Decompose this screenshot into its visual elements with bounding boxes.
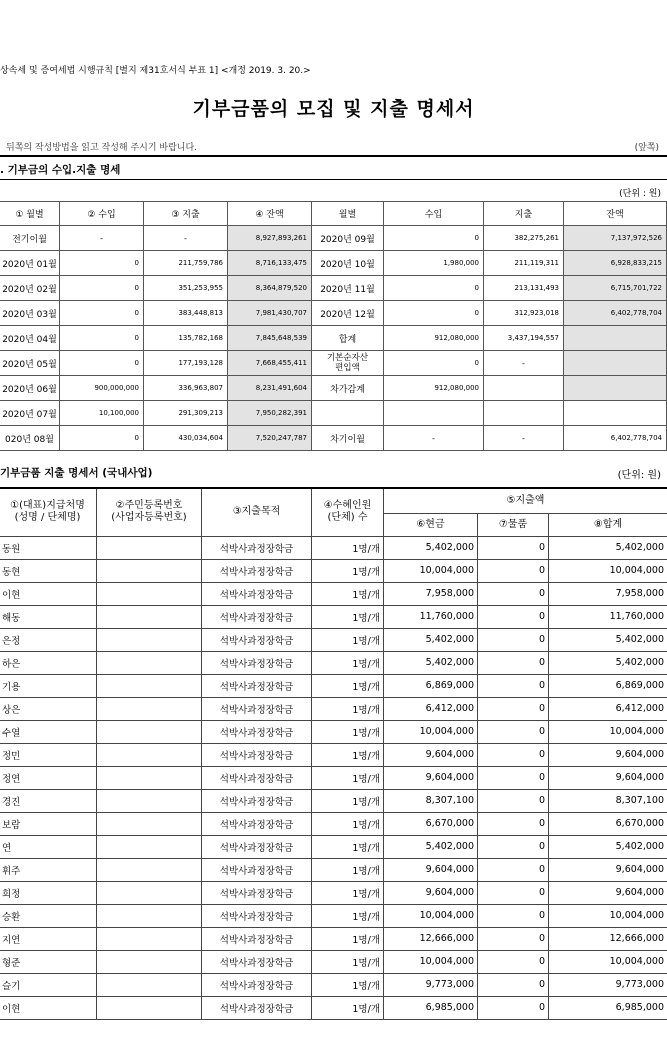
cash-cell: 11,760,000 (384, 605, 478, 628)
recipient-cell: 기용 (0, 674, 97, 697)
col-header: ④ 잔액 (228, 202, 312, 226)
reg-no-cell (97, 950, 202, 973)
purpose-cell: 석박사과정장학금 (202, 904, 312, 927)
expense-cell (484, 401, 564, 426)
divider (0, 179, 667, 180)
recipient-cell: 보람 (0, 812, 97, 835)
recipient-cell: 경진 (0, 789, 97, 812)
reg-no-cell (97, 743, 202, 766)
income-cell: - (384, 426, 484, 451)
month-cell: 2020년 12월 (312, 301, 384, 326)
month-cell: 합계 (312, 326, 384, 351)
expense-cell: - (144, 226, 228, 251)
purpose-cell: 석박사과정장학금 (202, 720, 312, 743)
expense-cell: 351,253,955 (144, 276, 228, 301)
reg-no-cell (97, 996, 202, 1019)
purpose-cell: 석박사과정장학금 (202, 559, 312, 582)
expense-cell: - (484, 426, 564, 451)
col-header-total: ⑧합계 (549, 513, 667, 536)
col-header: ② 수입 (60, 202, 144, 226)
purpose-cell: 석박사과정장학금 (202, 927, 312, 950)
table-row (0, 351, 667, 376)
beneficiary-count-cell: 1명/개 (312, 996, 384, 1019)
section2-unit: (단위: 원) (617, 470, 661, 481)
section1-unit: (단위 : 원) (619, 189, 661, 199)
income-cell: 0 (60, 251, 144, 276)
goods-cell: 0 (478, 950, 549, 973)
month-cell: 2020년 02월 (0, 276, 60, 301)
month-cell: 2020년 06월 (0, 376, 60, 401)
cash-cell: 7,958,000 (384, 582, 478, 605)
table-row (0, 927, 667, 950)
recipient-cell: 지연 (0, 927, 97, 950)
expense-cell: 430,034,604 (144, 426, 228, 451)
balance-cell (564, 401, 667, 426)
month-cell: 전기이월 (0, 226, 60, 251)
reg-no-cell (97, 812, 202, 835)
recipient-cell: 정민 (0, 743, 97, 766)
divider (0, 155, 667, 157)
expense-cell: 211,759,786 (144, 251, 228, 276)
recipient-cell: 동원 (0, 536, 97, 559)
total-cell: 9,604,000 (549, 881, 667, 904)
total-cell: 11,760,000 (549, 605, 667, 628)
balance-cell: 7,668,455,411 (228, 351, 312, 376)
total-cell: 10,004,000 (549, 559, 667, 582)
balance-cell: 7,137,972,526 (564, 226, 667, 251)
month-cell: 2020년 01월 (0, 251, 60, 276)
beneficiary-count-cell: 1명/개 (312, 559, 384, 582)
cash-cell: 12,666,000 (384, 927, 478, 950)
recipient-cell: 해동 (0, 605, 97, 628)
income-cell: 0 (60, 301, 144, 326)
reg-no-cell (97, 973, 202, 996)
recipient-cell: 상은 (0, 697, 97, 720)
cash-cell: 8,307,100 (384, 789, 478, 812)
beneficiary-count-cell: 1명/개 (312, 651, 384, 674)
recipient-cell: 이현 (0, 996, 97, 1019)
income-cell: 0 (384, 351, 484, 376)
income-cell: 0 (384, 226, 484, 251)
goods-cell: 0 (478, 720, 549, 743)
goods-cell: 0 (478, 881, 549, 904)
table-row (0, 605, 667, 628)
beneficiary-count-cell: 1명/개 (312, 835, 384, 858)
income-cell: 0 (384, 276, 484, 301)
table-row (0, 559, 667, 582)
goods-cell: 0 (478, 812, 549, 835)
page-side-label: (앞쪽) (634, 143, 659, 153)
income-cell (384, 401, 484, 426)
total-cell: 5,402,000 (549, 628, 667, 651)
month-cell: 2020년 05월 (0, 351, 60, 376)
recipient-cell: 수열 (0, 720, 97, 743)
table-row (0, 326, 667, 351)
reg-no-cell (97, 858, 202, 881)
table-row (0, 881, 667, 904)
balance-cell: 6,715,701,722 (564, 276, 667, 301)
goods-cell: 0 (478, 789, 549, 812)
goods-cell: 0 (478, 628, 549, 651)
beneficiary-count-cell: 1명/개 (312, 812, 384, 835)
goods-cell: 0 (478, 835, 549, 858)
cash-cell: 10,004,000 (384, 720, 478, 743)
goods-cell: 0 (478, 743, 549, 766)
beneficiary-count-cell: 1명/개 (312, 674, 384, 697)
reg-no-cell (97, 789, 202, 812)
purpose-cell: 석박사과정장학금 (202, 605, 312, 628)
cash-cell: 9,604,000 (384, 858, 478, 881)
balance-cell: 6,928,833,215 (564, 251, 667, 276)
purpose-cell: 석박사과정장학금 (202, 628, 312, 651)
col-header-reg-no: ②주민등록번호 (사업자등록번호) (97, 488, 202, 536)
expense-cell: - (484, 351, 564, 376)
month-cell: 2020년 09월 (312, 226, 384, 251)
recipient-cell: 형준 (0, 950, 97, 973)
goods-cell: 0 (478, 674, 549, 697)
goods-cell: 0 (478, 697, 549, 720)
goods-cell: 0 (478, 582, 549, 605)
recipient-cell: 이현 (0, 582, 97, 605)
income-cell: 0 (60, 426, 144, 451)
month-cell: 020년 08월 (0, 426, 60, 451)
beneficiary-count-cell: 1명/개 (312, 605, 384, 628)
cash-cell: 5,402,000 (384, 628, 478, 651)
cash-cell: 9,604,000 (384, 766, 478, 789)
goods-cell: 0 (478, 858, 549, 881)
reg-no-cell (97, 881, 202, 904)
reg-no-cell (97, 697, 202, 720)
reg-no-cell (97, 927, 202, 950)
month-cell: 기본순자산 편입액 (312, 351, 384, 376)
beneficiary-count-cell: 1명/개 (312, 881, 384, 904)
recipient-cell: 승환 (0, 904, 97, 927)
purpose-cell: 석박사과정장학금 (202, 651, 312, 674)
section1-title: . 기부금의 수입.지출 명세 (0, 164, 121, 176)
instruction-note: 뒤쪽의 작성방법을 읽고 작성해 주시기 바랍니다. (6, 143, 198, 153)
purpose-cell: 석박사과정장학금 (202, 766, 312, 789)
total-cell: 6,985,000 (549, 996, 667, 1019)
balance-cell: 8,927,893,261 (228, 226, 312, 251)
col-header: ① 월별 (0, 202, 60, 226)
income-cell: - (60, 226, 144, 251)
recipient-cell: 휘주 (0, 858, 97, 881)
col-header-cash: ⑥현금 (384, 513, 478, 536)
total-cell: 12,666,000 (549, 927, 667, 950)
beneficiary-count-cell: 1명/개 (312, 582, 384, 605)
income-cell: 912,080,000 (384, 376, 484, 401)
total-cell: 10,004,000 (549, 904, 667, 927)
beneficiary-count-cell: 1명/개 (312, 973, 384, 996)
goods-cell: 0 (478, 927, 549, 950)
month-cell: 2020년 07월 (0, 401, 60, 426)
table-row (0, 251, 667, 276)
month-cell: 2020년 04월 (0, 326, 60, 351)
beneficiary-count-cell: 1명/개 (312, 720, 384, 743)
reg-no-cell (97, 904, 202, 927)
income-cell: 912,080,000 (384, 326, 484, 351)
table-row (0, 651, 667, 674)
total-cell: 9,604,000 (549, 858, 667, 881)
cash-cell: 10,004,000 (384, 950, 478, 973)
total-cell: 5,402,000 (549, 536, 667, 559)
goods-cell: 0 (478, 651, 549, 674)
month-cell (312, 401, 384, 426)
col-header-amount: ⑤지출액 (384, 488, 667, 513)
cash-cell: 6,985,000 (384, 996, 478, 1019)
col-header: 수입 (384, 202, 484, 226)
cash-cell: 6,670,000 (384, 812, 478, 835)
balance-cell: 8,716,133,475 (228, 251, 312, 276)
reg-no-cell (97, 628, 202, 651)
expense-cell: 382,275,261 (484, 226, 564, 251)
total-cell: 8,307,100 (549, 789, 667, 812)
expense-cell: 312,923,018 (484, 301, 564, 326)
col-header-purpose: ③지출목적 (202, 488, 312, 536)
income-cell: 900,000,000 (60, 376, 144, 401)
cash-cell: 5,402,000 (384, 651, 478, 674)
total-cell: 9,604,000 (549, 766, 667, 789)
income-cell: 1,980,000 (384, 251, 484, 276)
purpose-cell: 석박사과정장학금 (202, 858, 312, 881)
balance-cell (564, 351, 667, 376)
reg-no-cell (97, 766, 202, 789)
recipient-cell: 하은 (0, 651, 97, 674)
balance-cell: 7,845,648,539 (228, 326, 312, 351)
purpose-cell: 석박사과정장학금 (202, 950, 312, 973)
balance-cell (564, 326, 667, 351)
reg-no-cell (97, 651, 202, 674)
reg-no-cell (97, 835, 202, 858)
purpose-cell: 석박사과정장학금 (202, 835, 312, 858)
expense-cell: 213,131,493 (484, 276, 564, 301)
beneficiary-count-cell: 1명/개 (312, 766, 384, 789)
month-cell: 2020년 11월 (312, 276, 384, 301)
beneficiary-count-cell: 1명/개 (312, 904, 384, 927)
recipient-cell: 슬기 (0, 973, 97, 996)
col-header-recipient: ①(대표)지급처명 (성명 / 단체명) (0, 488, 97, 536)
table-row (0, 226, 667, 251)
beneficiary-count-cell: 1명/개 (312, 858, 384, 881)
table-row (0, 743, 667, 766)
beneficiary-count-cell: 1명/개 (312, 536, 384, 559)
total-cell: 10,004,000 (549, 720, 667, 743)
recipient-cell: 동현 (0, 559, 97, 582)
purpose-cell: 석박사과정장학금 (202, 536, 312, 559)
income-cell: 10,100,000 (60, 401, 144, 426)
table-row (0, 789, 667, 812)
reg-no-cell (97, 674, 202, 697)
purpose-cell: 석박사과정장학금 (202, 743, 312, 766)
cash-cell: 6,869,000 (384, 674, 478, 697)
recipient-cell: 희정 (0, 881, 97, 904)
table-row (0, 996, 667, 1019)
goods-cell: 0 (478, 766, 549, 789)
balance-cell: 7,950,282,391 (228, 401, 312, 426)
cash-cell: 9,773,000 (384, 973, 478, 996)
beneficiary-count-cell: 1명/개 (312, 927, 384, 950)
reg-no-cell (97, 536, 202, 559)
page-title: 기부금품의 모집 및 지출 명세서 (192, 98, 475, 120)
purpose-cell: 석박사과정장학금 (202, 996, 312, 1019)
reg-no-cell (97, 582, 202, 605)
table-row (0, 401, 667, 426)
col-header: 잔액 (564, 202, 667, 226)
balance-cell: 8,364,879,520 (228, 276, 312, 301)
total-cell: 7,958,000 (549, 582, 667, 605)
table-row (0, 582, 667, 605)
purpose-cell: 석박사과정장학금 (202, 812, 312, 835)
table-row (0, 376, 667, 401)
table-row (0, 766, 667, 789)
recipient-cell: 정연 (0, 766, 97, 789)
table-row (0, 720, 667, 743)
goods-cell: 0 (478, 904, 549, 927)
recipient-cell: 은정 (0, 628, 97, 651)
balance-cell: 7,981,430,707 (228, 301, 312, 326)
expense-cell: 383,448,813 (144, 301, 228, 326)
purpose-cell: 석박사과정장학금 (202, 973, 312, 996)
total-cell: 5,402,000 (549, 835, 667, 858)
col-header: 월별 (312, 202, 384, 226)
expense-cell (484, 376, 564, 401)
table-row (0, 858, 667, 881)
balance-cell: 6,402,778,704 (564, 426, 667, 451)
purpose-cell: 석박사과정장학금 (202, 789, 312, 812)
expense-cell: 211,119,311 (484, 251, 564, 276)
beneficiary-count-cell: 1명/개 (312, 743, 384, 766)
cash-cell: 10,004,000 (384, 904, 478, 927)
expense-cell: 177,193,128 (144, 351, 228, 376)
purpose-cell: 석박사과정장학금 (202, 674, 312, 697)
month-cell: 2020년 03월 (0, 301, 60, 326)
income-cell: 0 (60, 351, 144, 376)
balance-cell: 6,402,778,704 (564, 301, 667, 326)
expenditure-table (0, 487, 667, 1020)
beneficiary-count-cell: 1명/개 (312, 789, 384, 812)
balance-cell: 8,231,491,604 (228, 376, 312, 401)
month-cell: 2020년 10월 (312, 251, 384, 276)
total-cell: 10,004,000 (549, 950, 667, 973)
recipient-cell: 연 (0, 835, 97, 858)
cash-cell: 9,604,000 (384, 881, 478, 904)
col-header-beneficiaries: ④수혜인원 (단체) 수 (312, 488, 384, 536)
table-row (0, 697, 667, 720)
cash-cell: 5,402,000 (384, 835, 478, 858)
reg-no-cell (97, 720, 202, 743)
cash-cell: 9,604,000 (384, 743, 478, 766)
table-row (0, 950, 667, 973)
expense-cell: 135,782,168 (144, 326, 228, 351)
beneficiary-count-cell: 1명/개 (312, 628, 384, 651)
goods-cell: 0 (478, 536, 549, 559)
income-cell: 0 (60, 326, 144, 351)
cash-cell: 10,004,000 (384, 559, 478, 582)
table-row (0, 904, 667, 927)
purpose-cell: 석박사과정장학금 (202, 881, 312, 904)
expense-cell: 336,963,807 (144, 376, 228, 401)
expense-cell: 291,309,213 (144, 401, 228, 426)
table-row (0, 276, 667, 301)
expense-cell: 3,437,194,557 (484, 326, 564, 351)
total-cell: 6,869,000 (549, 674, 667, 697)
table-row (0, 628, 667, 651)
table-row (0, 973, 667, 996)
cash-cell: 6,412,000 (384, 697, 478, 720)
table-row (0, 426, 667, 451)
purpose-cell: 석박사과정장학금 (202, 582, 312, 605)
reg-no-cell (97, 559, 202, 582)
goods-cell: 0 (478, 605, 549, 628)
table-row (0, 536, 667, 559)
income-expense-table (0, 201, 667, 451)
table-row (0, 835, 667, 858)
balance-cell: 7,520,247,787 (228, 426, 312, 451)
total-cell: 6,670,000 (549, 812, 667, 835)
goods-cell: 0 (478, 996, 549, 1019)
month-cell: 차기이월 (312, 426, 384, 451)
col-header: ③ 지출 (144, 202, 228, 226)
legal-reference: 상속세 및 증여세법 시행규칙 [별지 제31호서식 부표 1] <개정 2019. 3. 20.> (0, 66, 311, 76)
total-cell: 6,412,000 (549, 697, 667, 720)
col-header-goods: ⑦물품 (478, 513, 549, 536)
total-cell: 9,773,000 (549, 973, 667, 996)
table-row (0, 812, 667, 835)
table-header-row (0, 202, 667, 226)
reg-no-cell (97, 605, 202, 628)
beneficiary-count-cell: 1명/개 (312, 697, 384, 720)
purpose-cell: 석박사과정장학금 (202, 697, 312, 720)
goods-cell: 0 (478, 559, 549, 582)
income-cell: 0 (384, 301, 484, 326)
table-header-row (0, 488, 667, 513)
table-row (0, 301, 667, 326)
balance-cell (564, 376, 667, 401)
month-cell: 차가감계 (312, 376, 384, 401)
beneficiary-count-cell: 1명/개 (312, 950, 384, 973)
section2-title: 기부금품 지출 명세서 (국내사업) (0, 467, 153, 479)
total-cell: 5,402,000 (549, 651, 667, 674)
total-cell: 9,604,000 (549, 743, 667, 766)
income-cell: 0 (60, 276, 144, 301)
col-header: 지출 (484, 202, 564, 226)
goods-cell: 0 (478, 973, 549, 996)
table-row (0, 674, 667, 697)
cash-cell: 5,402,000 (384, 536, 478, 559)
